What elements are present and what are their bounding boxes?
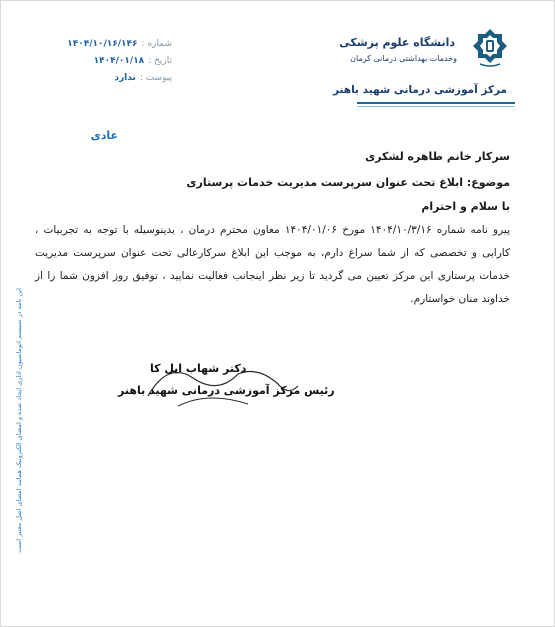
letter-date-row [62, 53, 172, 70]
letter-number-value: ۱۴۰۴/۱۰/۱۶/۱۴۶ [67, 39, 138, 49]
greeting-line: با سلام و احترام [421, 200, 510, 213]
letter-attachment-label: پیوست : [139, 73, 172, 83]
signatory-title: رئیس مرکز آموزشی درمانی شهید باهنر [118, 384, 335, 397]
subject-line: موضوع: ابلاغ تحت عنوان سرپرست مدیریت خدمات پرستاری [186, 176, 510, 189]
signatory-name: دکتر شهاب ایل کا [150, 362, 247, 375]
priority-label: عادی [90, 129, 118, 142]
university-subtitle: وخدمات بهداشتی درمانی کرمان [350, 54, 457, 63]
university-name: دانشگاه علوم پزشکی [339, 36, 455, 49]
letter-date-value: ۱۴۰۴/۰۱/۱۸ [93, 56, 145, 66]
header-divider-thin [357, 106, 515, 107]
electronic-signature-note: این نامه در سیستم اتوماسیون اداری ایجاد شده و امضای الکترونیک همانند امضای اصل معتبر است. [15, 288, 23, 555]
letter-attachment-row [62, 70, 172, 87]
header-divider [357, 102, 515, 104]
medical-university-logo-icon [471, 28, 509, 68]
letter-metadata [62, 36, 172, 87]
letter-number-row [62, 36, 172, 53]
letter-date-label: تاریخ : [148, 56, 172, 66]
letter-attachment-value: ندارد [114, 73, 136, 83]
letter-paragraph: پیرو نامه شماره ۱۴۰۴/۱۰/۳/۱۶ مورخ ۱۴۰۴/۰۱/۰۶ معاون محترم درمان ، بدینوسیله با توجه به تجربیات ، کارایی و تخصصی که از شما سراغ دارم، به موجب این ابلاغ سرکارعالی تحت عنوان سرپرست مدیریت خدمات پرستاری این مرکز تعیین می گردید تا زیر نظر اینجانب فعالیت نمایید ، توفیق روز افزون شما را از خداوند منان خواستارم. [35, 224, 511, 305]
hospital-center-name: مرکز آموزشی درمانی شهید باهنر [332, 84, 507, 96]
recipient-line: سرکار خانم طاهره لشکری [365, 150, 510, 163]
letter-number-label: شماره : [141, 39, 172, 49]
